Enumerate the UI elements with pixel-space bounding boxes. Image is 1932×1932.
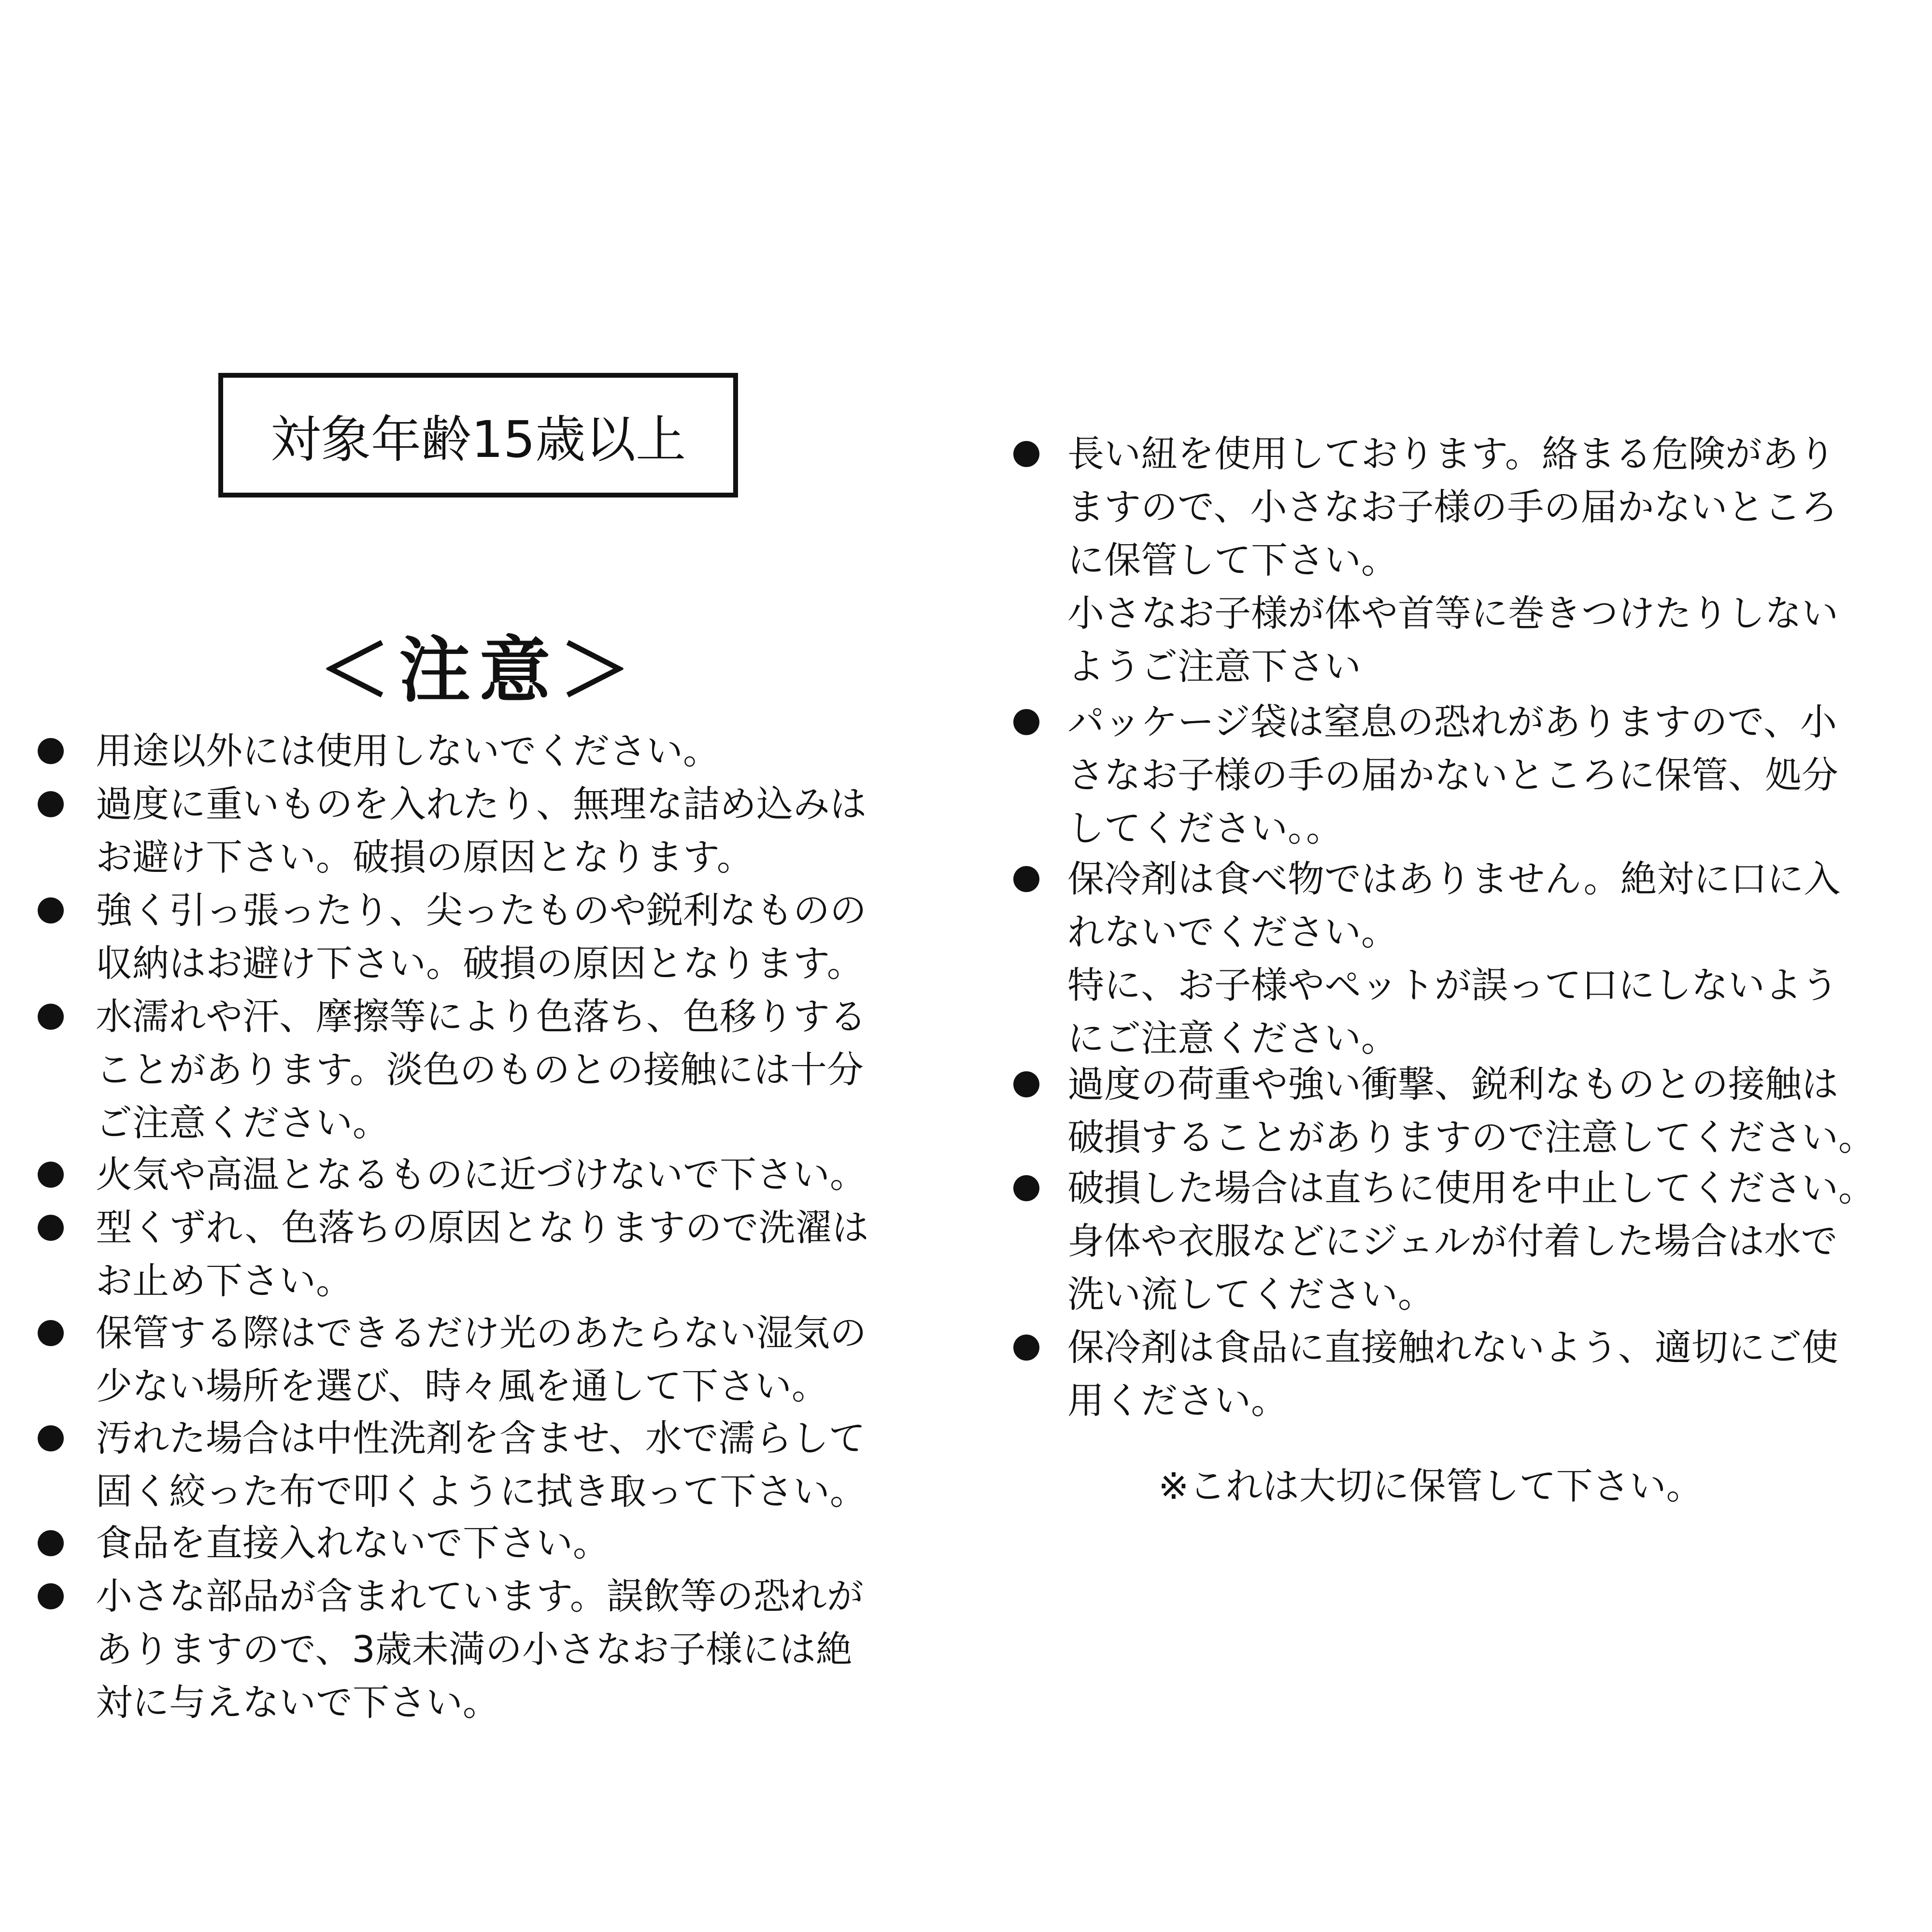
bullet-icon [38, 1215, 64, 1241]
caution-line: さなお子様の手の届かないところに保管、処分 [1067, 753, 1838, 796]
caution-text [1067, 1321, 1838, 1427]
bullet-icon [38, 1583, 64, 1609]
caution-line: 過度の荷重や強い衝撃、鋭利なものとの接触は [1067, 1063, 1838, 1106]
caution-line: パッケージ袋は窒息の恐れがありますので、小 [1067, 700, 1837, 743]
caution-line: お止め下さい。 [96, 1259, 353, 1302]
caution-line: 収納はお避け下さい。破損の原因となります。 [96, 942, 864, 985]
caution-line: 保冷剤は食べ物ではありません。絶対に口に入 [1067, 857, 1841, 900]
bullet-icon [1013, 441, 1039, 467]
caution-line: 洗い流してください。 [1067, 1273, 1435, 1316]
bullet-icon [38, 1320, 64, 1346]
caution-line: ご注意ください。 [96, 1101, 389, 1144]
caution-line: ありますので、3歳未満の小さなお子様には絶 [96, 1628, 852, 1671]
caution-line: れないでください。 [1067, 910, 1398, 953]
caution-item [38, 1201, 869, 1307]
bullet-icon [1013, 709, 1039, 735]
caution-line: 特に、お子様やペットが誤って口にしないよう [1067, 964, 1838, 1007]
bullet-icon [38, 897, 64, 923]
bullet-icon [38, 1162, 64, 1188]
caution-line: 強く引っ張ったり、尖ったものや鋭利なものの [96, 889, 867, 932]
caution-line: 長い紐を使用しております。絡まる危険があり [1067, 432, 1835, 475]
caution-line: に保管して下さい。 [1067, 539, 1398, 582]
caution-line: 小さな部品が含まれています。誤飲等の恐れが [96, 1575, 864, 1618]
caution-line: 保管する際はできるだけ光のあたらない湿気の [96, 1311, 867, 1354]
caution-line: 型くずれ、色落ちの原因となりますので洗濯は [96, 1206, 869, 1249]
caution-line: 破損することがありますので注意してください。 [1067, 1116, 1875, 1159]
caution-line: 汚れた場合は中性洗剤を含ませ、水で濡らして [96, 1417, 866, 1460]
age-rating-text: 対象年齢15歳以上 [270, 410, 686, 469]
caution-item [1013, 1058, 1875, 1164]
caution-text [1067, 852, 1841, 1065]
bullet-icon [38, 1004, 64, 1030]
caution-item [38, 1517, 610, 1570]
bullet-icon [1013, 866, 1039, 892]
bullet-icon [1013, 1071, 1039, 1097]
caution-item [38, 778, 867, 884]
bullet-icon [38, 1425, 64, 1451]
caution-item [38, 990, 867, 1150]
caution-line: お避け下さい。破損の原因となります。 [96, 836, 753, 879]
caution-line: ようご注意下さい [1067, 645, 1361, 688]
caution-line: してください。。 [1067, 807, 1343, 850]
caution-line: ますので、小さなお子様の手の届かないところ [1067, 485, 1838, 528]
caution-line: 過度に重いものを入れたり、無理な詰め込みは [96, 782, 867, 825]
caution-line: 用途以外には使用しないでください。 [96, 729, 720, 772]
caution-line: ことがあります。淡色のものとの接触には十分 [96, 1048, 864, 1091]
caution-line: 破損した場合は直ちに使用を中止してください。 [1067, 1166, 1875, 1209]
caution-text [1067, 696, 1838, 855]
caution-item [38, 884, 867, 990]
caution-text [96, 1148, 867, 1201]
caution-item [38, 1148, 867, 1201]
notice-title: ＜注意＞ [319, 629, 639, 712]
caution-item [38, 1570, 864, 1729]
caution-line: 身体や衣服などにジェルが付着した場合は水で [1067, 1220, 1838, 1263]
caution-text [96, 1201, 869, 1307]
caution-text [96, 1570, 864, 1729]
caution-text [1067, 1058, 1875, 1164]
caution-text [96, 884, 867, 990]
caution-item [38, 1412, 867, 1518]
caution-line: 食品を直接入れないで下さい。 [96, 1521, 610, 1564]
caution-line: 少ない場所を選び、時々風を通して下さい。 [96, 1364, 828, 1407]
caution-item [1013, 1162, 1875, 1321]
bullet-icon [38, 791, 64, 817]
footer-note: ※これは大切に保管して下さい。 [1158, 1464, 1703, 1507]
caution-item [1013, 852, 1841, 1065]
caution-text [96, 1307, 867, 1413]
age-rating-box [218, 373, 738, 497]
bullet-icon [38, 1530, 64, 1556]
caution-line: 固く絞った布で叩くように拭き取って下さい。 [96, 1470, 867, 1513]
caution-line: 小さなお子様が体や首等に巻きつけたりしない [1067, 592, 1838, 635]
caution-item [1013, 696, 1838, 855]
caution-line: 保冷剤は食品に直接触れないよう、適切にご使 [1067, 1326, 1838, 1369]
caution-line: 対に与えないで下さい。 [96, 1681, 499, 1724]
caution-item [38, 724, 720, 778]
caution-text [96, 778, 867, 884]
caution-item [1013, 427, 1838, 693]
caution-text [96, 724, 720, 778]
caution-line: 用ください。 [1067, 1379, 1288, 1422]
caution-text [96, 990, 867, 1150]
caution-item [38, 1307, 867, 1413]
caution-line: にご注意ください。 [1067, 1017, 1398, 1060]
bullet-icon [38, 738, 64, 764]
bullet-icon [1013, 1335, 1039, 1361]
bullet-icon [1013, 1175, 1039, 1201]
caution-text [96, 1517, 610, 1570]
caution-line: 水濡れや汗、摩擦等により色落ち、色移りする [96, 995, 867, 1038]
caution-text [96, 1412, 867, 1518]
caution-item [1013, 1321, 1838, 1427]
caution-line: 火気や高温となるものに近づけないで下さい。 [96, 1153, 867, 1196]
caution-text [1067, 427, 1838, 693]
caution-text [1067, 1162, 1875, 1321]
